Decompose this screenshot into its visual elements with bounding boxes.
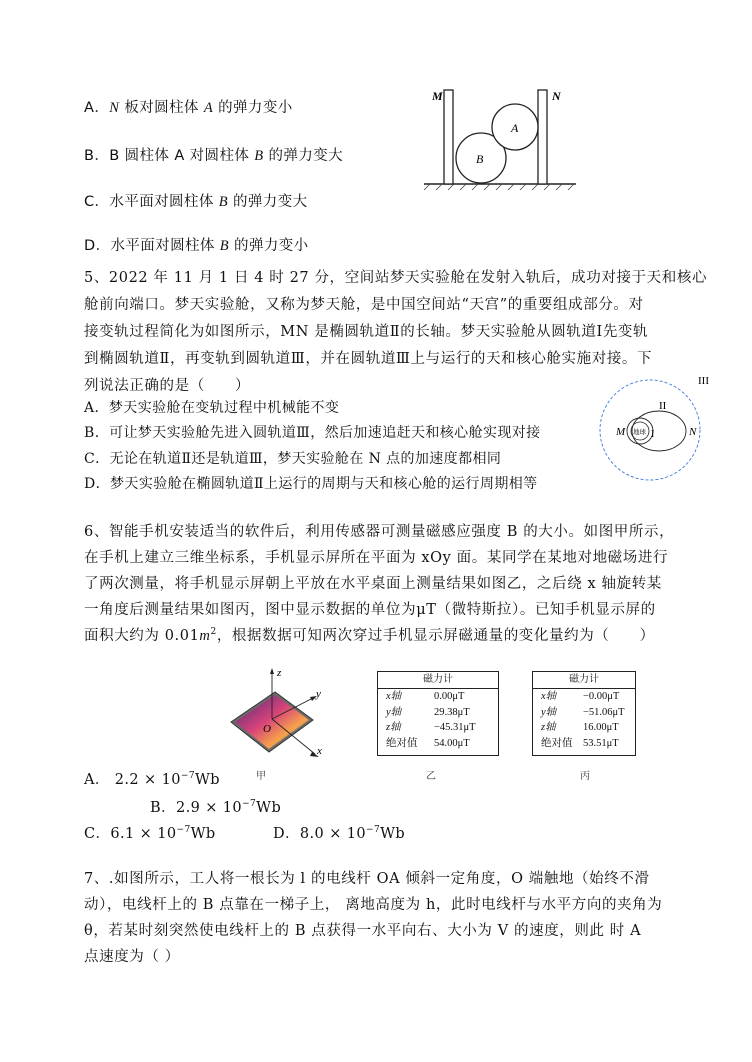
plate-m (444, 90, 453, 184)
magnetometer-bing (532, 671, 636, 756)
meter-row: x轴 −0.00μT (541, 691, 620, 702)
q5-stem-line-5: 列说法正确的是（ ） (84, 378, 251, 394)
q6-stem-line-5: 面积大约为 $0.01m^2$，根据数据可知两次穿过手机显示屏磁通量的变化量约为（ ） (84, 627, 655, 644)
label-m: M (432, 89, 443, 103)
meter-row: x轴 0.00μT (386, 691, 465, 702)
q5-orbit-figure (588, 372, 718, 484)
q4-cylinders-figure (420, 82, 580, 192)
q5-option-d: D．梦天实验舱在椭圆轨道Ⅱ上运行的周期与天和核心舱的运行周期相等 (84, 476, 538, 492)
plate-n (538, 90, 547, 184)
caption-yi: 乙 (426, 771, 436, 782)
q5-stem-line-4: 到椭圆轨道Ⅱ，再变轨到圆轨道Ⅲ，并在圆轨道Ⅲ上与运行的天和核心舱实施对接。下 (84, 351, 653, 367)
svg-text:地球: 地球 (633, 428, 646, 436)
meter-row: 绝对值 54.00μT (386, 737, 470, 749)
q6-stem-line-2: 在手机上建立三维坐标系，手机显示屏所在平面为 xOy 面。某同学在某地对地磁场进行 (84, 550, 669, 566)
q5-stem-line-3: 接变轨过程简化为如图所示，MN 是椭圆轨道Ⅱ的长轴。梦天实验舱从圆轨道Ⅰ先变轨 (84, 324, 649, 340)
meter-row: 绝对值 53.51μT (541, 737, 619, 749)
magnetometer-yi (377, 671, 499, 756)
q4-option-c: C．水平面对圆柱体 B 的弹力变大 (84, 194, 308, 210)
q7-stem-line-3: θ，若某时刻突然使电线杆上的 B 点获得一水平向右、大小为 V 的速度，则此 时 A (84, 923, 642, 939)
q5-stem-line-1: 5、2022 年 11 月 1 日 4 时 27 分，空间站梦天实验舱在发射入轨后，成功对接于天和核心 (84, 270, 708, 286)
q5-option-a: A．梦天实验舱在变轨过程中机械能不变 (84, 400, 340, 416)
q7-stem-line-4: 点速度为（ ） (84, 949, 180, 965)
meter-row: y轴 29.38μT (386, 706, 470, 718)
q4-option-d: D．水平面对圆柱体 B 的弹力变小 (84, 238, 309, 254)
meter-title: 磁力计 (533, 672, 635, 689)
axis-y-label: y (316, 688, 321, 700)
q6-stem-line-1: 6、智能手机安装适当的软件后，利用传感器可测量磁感应强度 B 的大小。如图甲所示， (84, 524, 675, 540)
q4-option-b: B．B 圆柱体 A 对圆柱体 B 的弹力变大 (84, 148, 344, 164)
label-i: I (651, 429, 655, 440)
label-m: M (616, 426, 626, 438)
label-n: N (689, 426, 697, 438)
label-a: A (511, 121, 519, 135)
q6-phone-figure (225, 664, 345, 772)
q5-option-c: C．无论在轨道Ⅱ还是轨道Ⅲ，梦天实验舱在 N 点的加速度都相同 (84, 451, 502, 467)
q6-option-b: B．$2.9 \times 10^{-7}Wb$ (150, 799, 282, 816)
q6-option-c: C．$6.1 \times 10^{-7}Wb$ (84, 825, 216, 842)
meter-row: z轴 −45.31μT (386, 722, 476, 733)
q6-option-a: A． $2.2 \times 10^{-7}Wb$ (84, 771, 220, 788)
orbit-iii (600, 380, 700, 480)
q7-stem-line-2: 动），电线杆上的 B 点靠在一梯子上， 离地高度为 h，此时电线杆与水平方向的夹角为 (84, 897, 663, 913)
q7-stem-line-1: 7、.如图所示，工人将一根长为 l 的电线杆 OA 倾斜一定角度，O 端触地（始终不滑 (84, 871, 650, 887)
q4-option-a: A．N 板对圆柱体 A 的弹力变小 (84, 100, 293, 116)
q6-stem-line-3: 了两次测量，将手机显示屏朝上平放在水平桌面上测量结果如图乙，之后绕 x 轴旋转某 (84, 576, 662, 592)
axis-z-label: z (277, 667, 282, 679)
q6-option-d: D．$8.0 \times 10^{-7}Wb$ (273, 825, 406, 842)
origin-label: O (263, 723, 271, 735)
q5-stem-line-2: 舱前向端口。梦天实验舱，又称为梦天舱，是中国空间站“天宫”的重要组成部分。对 (84, 297, 644, 313)
q5-option-b: B．可让梦天实验舱先进入圆轨道Ⅲ，然后加速追赶天和核心舱实现对接 (84, 425, 541, 441)
caption-jia: 甲 (256, 771, 266, 782)
caption-bing: 丙 (580, 771, 590, 782)
q6-stem-line-4: 一角度后测量结果如图丙，图中显示数据的单位为μT（微特斯拉）。已知手机显示屏的 (84, 602, 656, 618)
meter-title: 磁力计 (378, 672, 498, 689)
axis-x-label: x (317, 745, 322, 757)
label-iii: III (698, 375, 709, 387)
label-n: N (552, 89, 561, 103)
meter-row: z轴 16.00μT (541, 722, 619, 733)
label-ii: II (659, 400, 667, 412)
meter-row: y轴 −51.06μT (541, 706, 625, 718)
label-b: B (476, 152, 484, 166)
